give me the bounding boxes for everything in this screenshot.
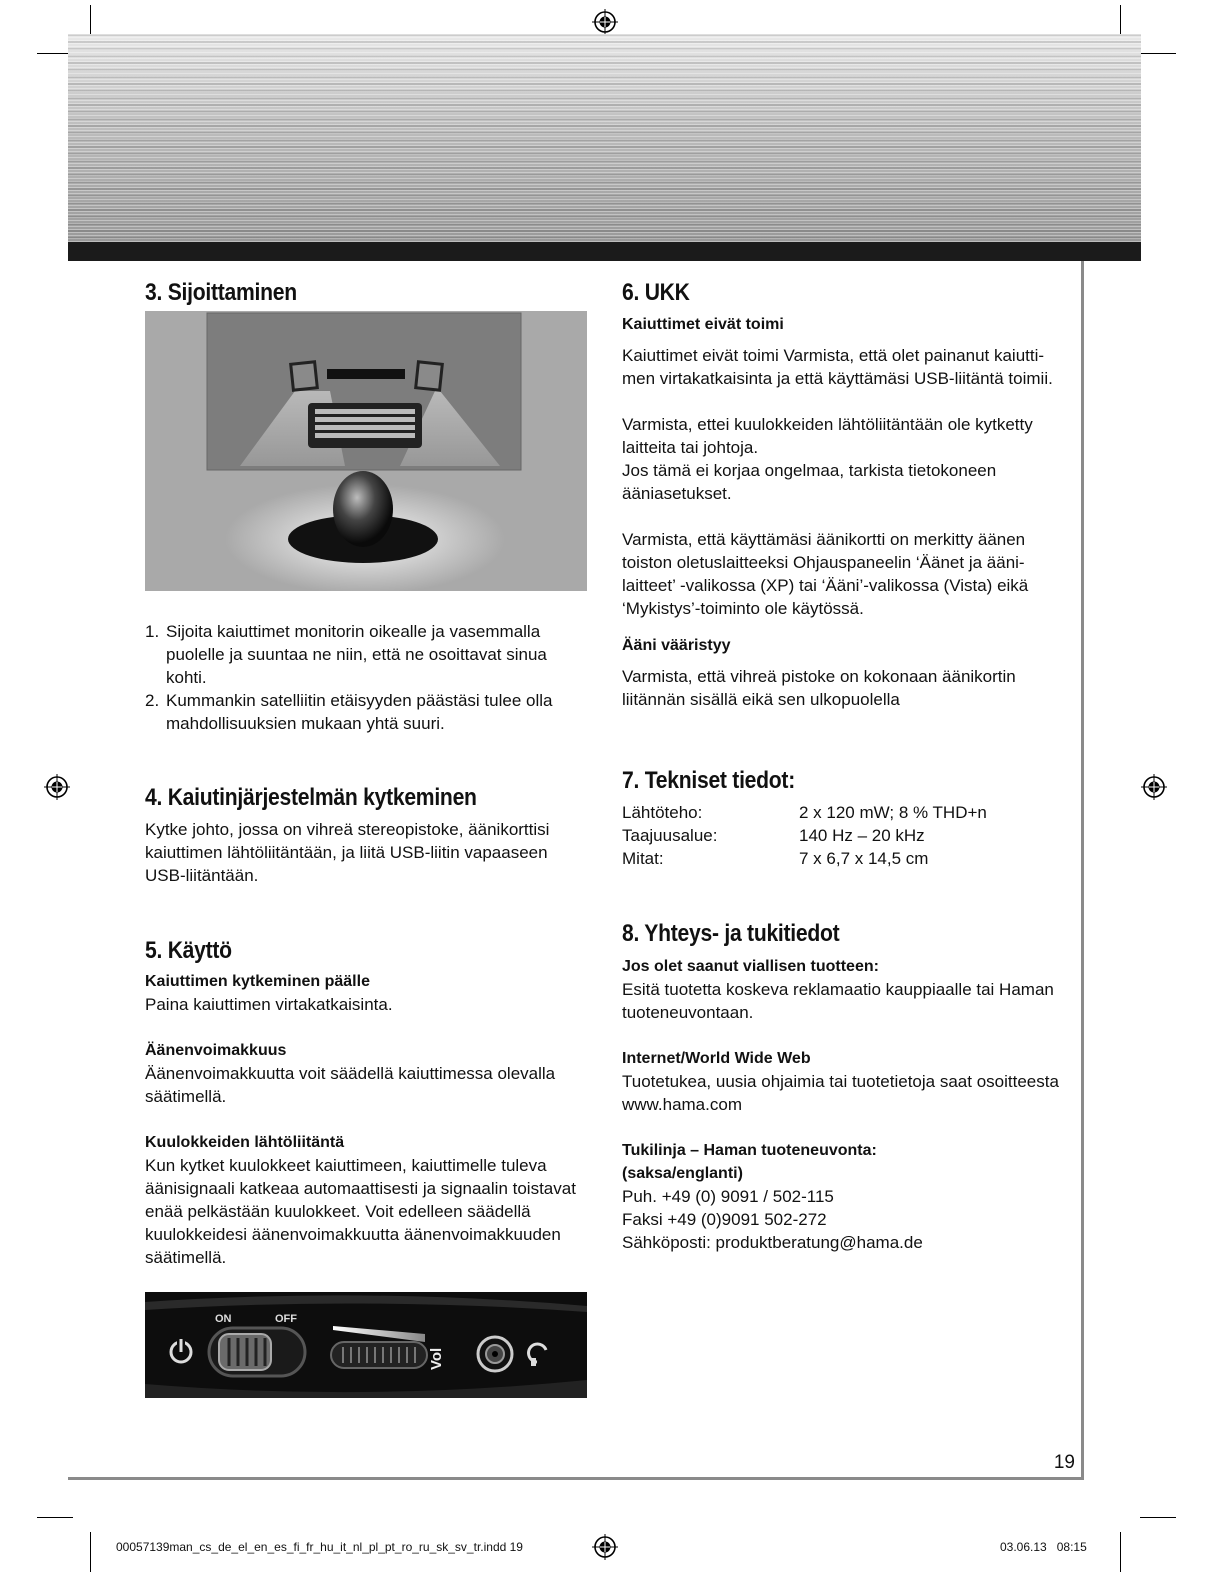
- paragraph: Paina kaiuttimen virtakatkaisinta.: [145, 995, 393, 1014]
- email: Sähköposti: produktberatung@hama.de: [622, 1233, 923, 1252]
- placement-illustration: [145, 311, 587, 591]
- fax: Faksi +49 (0)9091 502-272: [622, 1210, 827, 1229]
- page-border-right: [1081, 261, 1084, 1479]
- vol-label: Vol: [428, 1347, 445, 1370]
- section-3-list: [145, 620, 590, 735]
- list-item: [145, 620, 590, 689]
- registration-mark-icon: [1141, 774, 1167, 800]
- section-8-body: [622, 955, 1067, 1254]
- subheading: Äänenvoimakkuus: [145, 1042, 287, 1059]
- list-text: Sijoita kaiuttimet monitorin oikealle ja vasemmalla puolelle ja suuntaa ne niin, että ne osoittavat sinua kohti.: [166, 622, 547, 687]
- footer-time: 08:15: [1056, 1540, 1087, 1554]
- subheading: Kaiuttimet eivät toimi: [622, 316, 784, 333]
- phone: Puh. +49 (0) 9091 / 502-115: [622, 1187, 834, 1206]
- list-text: Kummankin satelliitin etäisyyden päästäsi tulee olla mahdollisuuksien mukaan yhtä suuri.: [166, 691, 553, 733]
- paragraph: Esitä tuotetta koskeva reklamaatio kauppiaalle tai Haman tuoteneuvontaan.: [622, 980, 1054, 1022]
- crop-mark: [90, 1532, 91, 1572]
- crop-mark: [1120, 1532, 1121, 1572]
- subheading: (saksa/englanti): [622, 1165, 743, 1182]
- paragraph: Jos tämä ei korjaa ongelmaa, tarkista tietokoneen ääniasetukset.: [622, 461, 997, 503]
- header-banner: [68, 34, 1141, 242]
- on-label: ON: [215, 1313, 232, 1325]
- subheading: Jos olet saanut viallisen tuotteen:: [622, 958, 879, 975]
- subheading: Ääni vääristyy: [622, 637, 731, 654]
- footer-filename: 00057139man_cs_de_el_en_es_fi_fr_hu_it_nl_pl_pt_ro_ru_sk_sv_tr.indd 19: [116, 1540, 523, 1554]
- list-number: 1.: [145, 622, 160, 641]
- spec-label: Taajuusalue:: [622, 826, 718, 845]
- section-6-title: 6. UKK: [622, 279, 690, 306]
- spec-value: 140 Hz – 20 kHz: [799, 826, 925, 845]
- section-6-body: [622, 313, 1067, 711]
- footer-date: 03.06.13: [1000, 1540, 1047, 1554]
- spec-value: 2 x 120 mW; 8 % THD+n: [799, 803, 987, 822]
- spec-label: Mitat:: [622, 849, 664, 868]
- paragraph: Varmista, että käyttämäsi äänikortti on merkitty äänen toiston oletuslaitteeksi Ohjauspaneelin ‘Äänet ja ääni-laitteet’ -valikossa (XP) tai ‘Ääni’-valikossa (Vista) eikä ‘Mykistys’-toiminto ole käytössä.: [622, 530, 1029, 618]
- speaker-controls-photo: [145, 1292, 587, 1398]
- subheading: Internet/World Wide Web: [622, 1050, 811, 1067]
- paragraph: Tuotetukea, uusia ohjaimia tai tuotetietoja saat osoitteesta www.hama.com: [622, 1072, 1059, 1114]
- list-item: [145, 689, 590, 735]
- subheading: Kuulokkeiden lähtöliitäntä: [145, 1134, 345, 1151]
- section-7-title: 7. Tekniset tiedot:: [622, 767, 795, 794]
- spec-row: [622, 847, 1067, 870]
- section-4-text: Kytke johto, jossa on vihreä stereopistoke, äänikorttisi kaiuttimen lähtöliitäntään, ja liitä USB-liitin vapaaseen USB-liitäntään.: [145, 820, 550, 885]
- paragraph: Kun kytket kuulokkeet kaiuttimeen, kaiuttimelle tuleva äänisignaali katkeaa automaattisesti ja signaalin toistavat enää pelkästään kuulokkeet. Voit edelleen säädellä kuulokkeidesi äänenvoimakkuutta äänenvoimakkuuden säätimellä.: [145, 1156, 576, 1267]
- paragraph: Äänenvoimakkuutta voit säädellä kaiuttimessa olevalla säätimellä.: [145, 1064, 556, 1106]
- spec-row: [622, 801, 1067, 824]
- spec-value: 7 x 6,7 x 14,5 cm: [799, 849, 929, 868]
- footer-timestamp: [1000, 1540, 1087, 1554]
- off-label: OFF: [275, 1313, 297, 1325]
- paragraph: Varmista, ettei kuulokkeiden lähtöliitäntään ole kytketty laitteita tai johtoja.: [622, 415, 1033, 457]
- crop-mark: [1140, 53, 1176, 54]
- registration-mark-icon: [592, 9, 618, 35]
- subheading: Kaiuttimen kytkeminen päälle: [145, 973, 370, 990]
- crop-mark: [1140, 1517, 1176, 1518]
- spec-label: Lähtöteho:: [622, 803, 703, 822]
- subheading: Tukilinja – Haman tuoteneuvonta:: [622, 1142, 877, 1159]
- paragraph: Varmista, että vihreä pistoke on kokonaan äänikortin liitännän sisällä eikä sen ulkopuolella: [622, 667, 1016, 709]
- header-bar: [68, 242, 1141, 261]
- page-border-bottom: [68, 1477, 1084, 1480]
- spec-table: [622, 801, 1067, 870]
- paragraph: Kaiuttimet eivät toimi Varmista, että olet painanut kaiutti-men virtakatkaisinta ja että käyttämäsi USB-liitäntä toimii.: [622, 346, 1053, 388]
- section-8-title: 8. Yhteys- ja tukitiedot: [622, 920, 840, 947]
- list-number: 2.: [145, 691, 160, 710]
- spec-row: [622, 824, 1067, 847]
- registration-mark-icon: [44, 774, 70, 800]
- section-3-title: 3. Sijoittaminen: [145, 279, 297, 306]
- registration-mark-icon: [592, 1534, 618, 1560]
- section-5-body: [145, 970, 590, 1269]
- section-5-title: 5. Käyttö: [145, 937, 232, 964]
- section-4-title: 4. Kaiutinjärjestelmän kytkeminen: [145, 784, 477, 811]
- page-number: 19: [1053, 1452, 1075, 1473]
- crop-mark: [37, 1517, 73, 1518]
